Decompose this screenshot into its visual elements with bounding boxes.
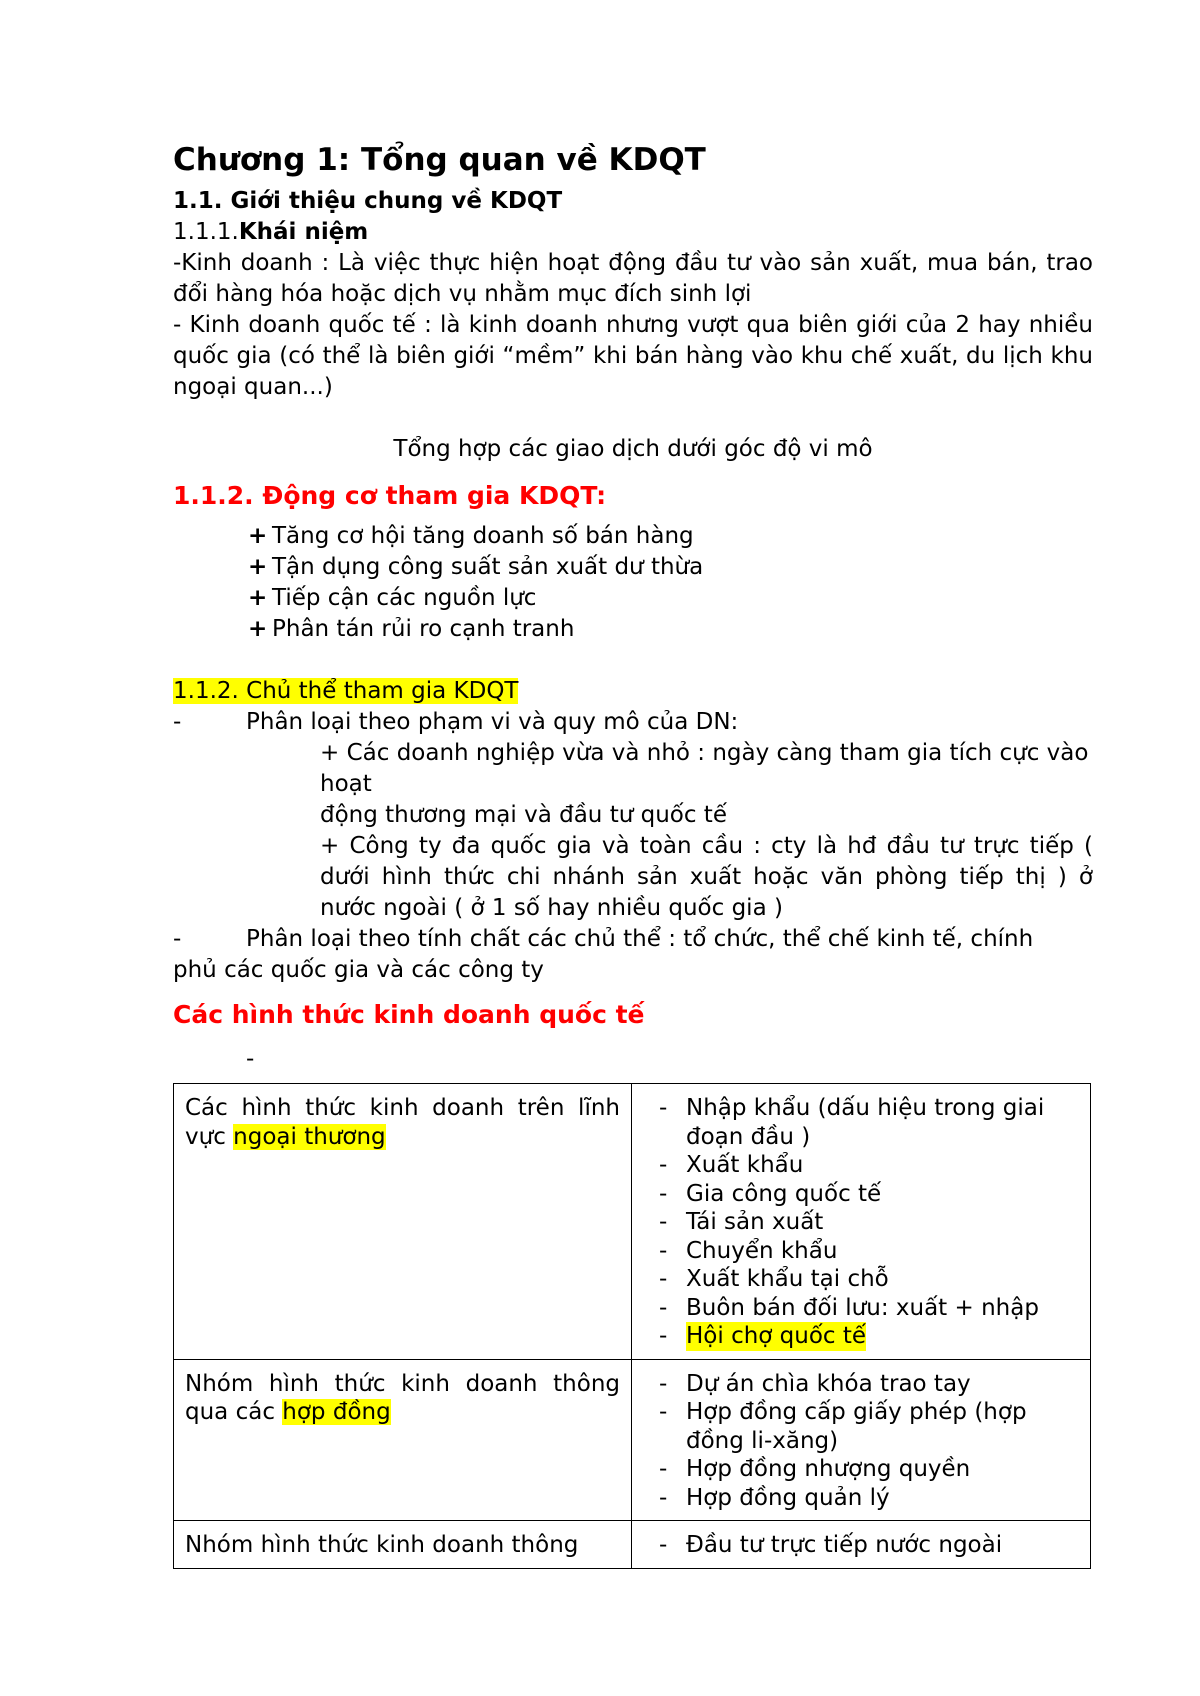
list-item: + Tăng cơ hội tăng doanh số bán hàng — [248, 521, 1093, 552]
table-row — [174, 1521, 1091, 1569]
dash-marker: - — [173, 926, 182, 952]
plus-icon: + — [248, 616, 268, 642]
class-nature-continued: phủ các quốc gia và các công ty — [173, 957, 544, 983]
table-cell-items — [632, 1521, 1091, 1569]
forms-heading: Các hình thức kinh doanh quốc tế — [173, 1000, 645, 1029]
summary-caption: Tổng hợp các giao dịch dưới góc độ vi mô — [393, 436, 873, 462]
list-item: + Tận dụng công suất sản xuất dư thừa — [248, 552, 1093, 583]
plus-icon: + — [248, 585, 268, 611]
item-list — [643, 1370, 1079, 1513]
list-item: + Tiếp cận các nguồn lực — [248, 583, 1093, 614]
table-cell-items — [632, 1084, 1091, 1360]
section-1-1-1-title: Khái niệm — [238, 219, 369, 245]
stray-dash: - — [246, 1046, 255, 1072]
document-page — [173, 136, 1093, 1075]
motive-heading: 1.1.2. Động cơ tham gia KDQT: — [173, 481, 607, 510]
list-item: - Hợp đồng cấp giấy phép (hợp đồng li-xăng) — [659, 1399, 1027, 1454]
list-item: - Nhập khẩu (dấu hiệu trong giai đoạn đầu ) — [659, 1095, 1045, 1150]
list-item: - Phân loại theo phạm vi và quy mô của DN: — [173, 707, 1093, 738]
list-item: - Gia công quốc tế — [659, 1180, 882, 1207]
list-item: - Xuất khẩu tại chỗ — [659, 1266, 889, 1292]
list-item: - Dự án chìa khóa trao tay — [659, 1370, 971, 1397]
list-item: - Tái sản xuất — [659, 1209, 824, 1235]
list-item: - Hợp đồng quản lý — [659, 1484, 890, 1511]
dash-marker: - — [173, 709, 182, 735]
item-list — [643, 1094, 1079, 1351]
table-cell-category: Nhóm hình thức kinh doanh thông — [174, 1521, 632, 1569]
definition-kdqt: - Kinh doanh quốc tế : là kinh doanh nhưng vượt qua biên giới của 2 hay nhiều quốc gia (có thể là biên giới “mềm” khi bán hàng vào khu chế xuất, du lịch khu ngoại quan...) — [173, 312, 1093, 400]
list-item: - Hội chợ quốc tế — [659, 1323, 867, 1349]
chapter-title: Chương 1: Tổng quan về KDQT — [173, 142, 706, 178]
list-item: - Hợp đồng nhượng quyền — [659, 1456, 971, 1482]
item-list — [643, 1531, 1079, 1560]
list-item: + Phân tán rủi ro cạnh tranh — [248, 614, 1093, 645]
list-item: - Phân loại theo tính chất các chủ thể : tổ chức, thể chế kinh tế, chính — [173, 924, 1093, 955]
subject-heading: 1.1.2. Chủ thể tham gia KDQT — [173, 678, 519, 704]
section-1-1-1-heading — [173, 217, 1093, 248]
list-item: - Xuất khẩu — [659, 1152, 804, 1178]
list-item: - Đầu tư trực tiếp nước ngoài — [659, 1532, 1003, 1558]
scope-item-sme: + Các doanh nghiệp vừa và nhỏ : ngày càng tham gia tích cực vào hoạt động thương mại và đầu tư quốc tế — [320, 740, 1089, 828]
table-cell-items — [632, 1359, 1091, 1521]
list-item: - Buôn bán đối lưu: xuất + nhập — [659, 1294, 1039, 1321]
plus-icon: + — [248, 554, 268, 580]
definition-kinh-doanh: -Kinh doanh : Là việc thực hiện hoạt động đầu tư vào sản xuất, mua bán, trao đổi hàng hóa hoặc dịch vụ nhằm mục đích sinh lợi — [173, 250, 1093, 307]
table-row — [174, 1084, 1091, 1360]
section-1-1-heading: 1.1. Giới thiệu chung về KDQT — [173, 188, 563, 214]
table-cell-category: Các hình thức kinh doanh trên lĩnh vực ngoại thương — [174, 1084, 632, 1360]
motive-list — [248, 521, 1093, 645]
plus-icon: + — [248, 523, 268, 549]
list-item: - Chuyển khẩu — [659, 1237, 838, 1264]
table-row — [174, 1359, 1091, 1521]
scope-item-mnc: + Công ty đa quốc gia và toàn cầu : cty là hđ đầu tư trực tiếp ( dưới hình thức chi nhánh sản xuất hoặc văn phòng tiếp thị ) ở nước ngoài ( ở 1 số hay nhiều quốc gia ) — [320, 833, 1093, 921]
table-cell-category: Nhóm hình thức kinh doanh thông qua các hợp đồng — [174, 1359, 632, 1521]
section-1-1-1-number: 1.1.1. — [173, 219, 239, 245]
forms-table — [173, 1083, 1091, 1569]
